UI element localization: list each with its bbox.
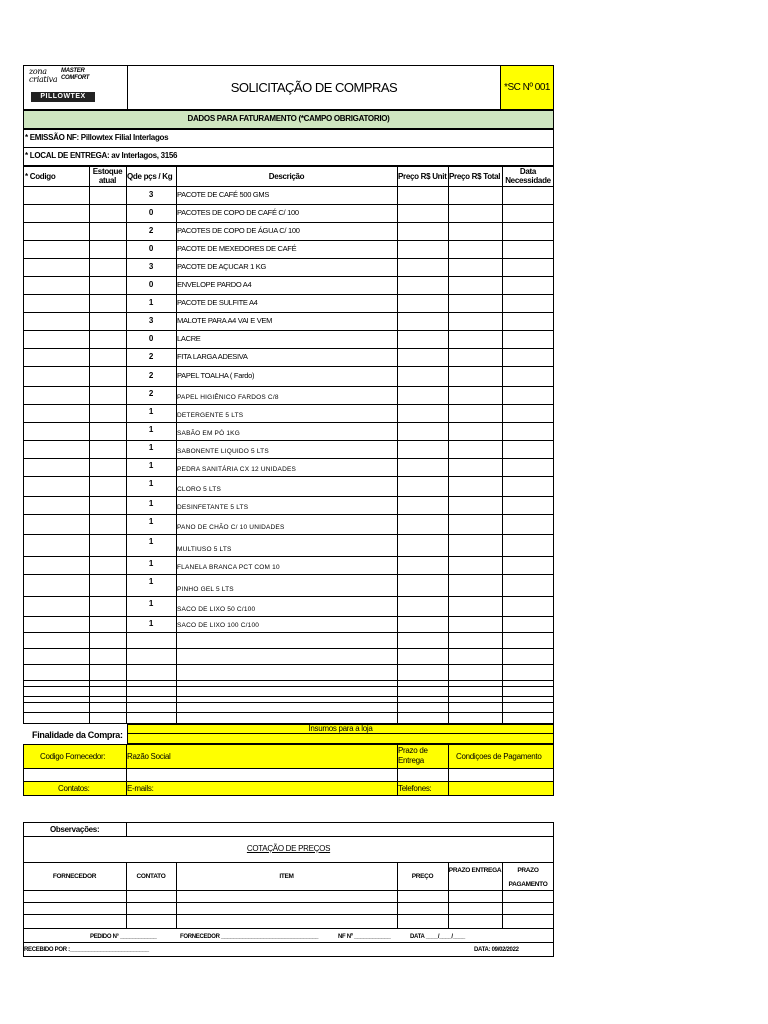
observacoes-label: Observações:	[50, 825, 100, 834]
item-description: PACOTES DE COPO DE CAFÉ C/ 100	[177, 208, 299, 217]
item-qty: 3	[148, 316, 154, 325]
q-fornecedor: FORNECEDOR	[52, 873, 97, 880]
col-descricao: Descrição	[268, 172, 305, 181]
item-description: MULTIUSO 5 LTS	[177, 546, 232, 553]
prazo-entrega-label: Prazo de Entrega	[398, 746, 428, 765]
page-title: SOLICITAÇÃO DE COMPRAS	[230, 80, 398, 95]
item-description: PAPEL HIGIÊNICO FARDOS C/8	[177, 394, 279, 401]
contatos-label: Contatos:	[58, 784, 90, 793]
pedido-field: PEDIDO N° ____________	[90, 934, 157, 940]
item-qty: 3	[148, 190, 154, 199]
item-description: SABÃO EM PÓ 1KG	[177, 430, 240, 437]
item-description: PANO DE CHÃO C/ 10 UNIDADES	[177, 524, 285, 531]
item-description: ENVELOPE PARDO A4	[177, 280, 252, 289]
cotacao-title: COTAÇÃO DE PREÇOS	[246, 844, 331, 853]
item-qty: 0	[148, 334, 154, 343]
item-description: PACOTE DE SULFITE A4	[177, 298, 258, 307]
item-qty: 0	[148, 280, 154, 289]
item-qty: 1	[148, 559, 154, 568]
col-qtde: Qde pçs / Kg	[127, 172, 173, 181]
item-description: PACOTE DE CAFÉ 500 GMS	[177, 190, 270, 199]
item-qty: 0	[148, 244, 154, 253]
q-contato: CONTATO	[136, 873, 166, 880]
item-qty: 1	[148, 599, 154, 608]
col-data: Data Necessidade	[505, 167, 551, 185]
item-description: DESINFETANTE 5 LTS	[177, 504, 249, 511]
item-description: PEDRA SANITÁRIA CX 12 UNIDADES	[177, 466, 297, 473]
item-description: PAPEL TOALHA ( Fardo)	[177, 371, 255, 380]
q-preco: PREÇO	[411, 873, 434, 880]
data-field: DATA ____/____/____	[410, 934, 465, 940]
company-logo	[27, 68, 123, 106]
item-qty: 1	[148, 407, 154, 416]
emails-label: E-mails:	[127, 784, 154, 793]
item-description: SABONENTE LIQUIDO 5 LTS	[177, 448, 269, 455]
contacts-row	[23, 781, 554, 796]
logo-zona-criativa: zona criativa	[29, 67, 58, 84]
item-qty: 0	[148, 208, 154, 217]
supplier-blank-row	[23, 768, 554, 782]
item-qty: 1	[148, 499, 154, 508]
telefones-label: Telefones:	[398, 784, 432, 793]
item-description: CLORO 5 LTS	[177, 486, 221, 493]
item-description: LACRE	[177, 334, 201, 343]
item-qty: 1	[148, 517, 154, 526]
item-qty: 1	[148, 619, 154, 628]
item-qty: 1	[148, 298, 154, 307]
item-qty: 2	[148, 389, 154, 398]
item-qty: 1	[148, 537, 154, 546]
nf-field: NF Nº ____________	[338, 934, 391, 940]
item-qty: 2	[148, 352, 154, 361]
item-qty: 1	[148, 461, 154, 470]
recebido-por: RECEBIDO POR :__________________________	[24, 947, 149, 953]
item-description: FITA LARGA ADESIVA	[177, 352, 248, 361]
item-description: MALOTE PARA A4 VAI E VEM	[177, 316, 273, 325]
item-description: PACOTE DE AÇUCAR 1 KG	[177, 262, 266, 271]
razao-social-label: Razão Social	[127, 752, 171, 761]
q-prazo-entrega: PRAZO ENTREGA	[448, 867, 502, 874]
item-qty: 1	[148, 425, 154, 434]
codigo-fornecedor-label: Codigo Fornecedor:	[40, 752, 106, 761]
q-item: ITEM	[279, 873, 294, 880]
col-preco-unit: Preço R$ Unit	[398, 172, 447, 181]
logo-pillowtex	[31, 92, 95, 102]
item-description: PACOTES DE COPO DE ÁGUA C/ 100	[177, 226, 300, 235]
logo-pillowtex-text: PILLOWTEX	[40, 93, 86, 100]
col-estoque: Estoque atual	[92, 167, 123, 185]
q-prazo-pagamento: PRAZO PAGAMENTO	[508, 867, 548, 888]
item-qty: 1	[148, 443, 154, 452]
condicoes-pagamento-label: Condiçoes de Pagamento	[456, 752, 542, 761]
col-preco-total: Preço R$ Total	[449, 172, 501, 181]
item-qty: 1	[148, 577, 154, 586]
item-description: PACOTE DE MEXEDORES DE CAFÉ	[177, 244, 297, 253]
logo-master-comfort: MASTER COMFORT	[61, 68, 90, 81]
purpose-label: Finalidade da Compra:	[32, 730, 123, 740]
local-entrega: * LOCAL DE ENTREGA: av Interlagos, 3156	[25, 151, 178, 160]
item-description: FLANELA BRANCA PCT COM 10	[177, 564, 280, 571]
item-qty: 1	[148, 479, 154, 488]
sc-number: *SC Nº 001	[504, 82, 550, 93]
item-qty: 3	[148, 262, 154, 271]
item-description: DETERGENTE 5 LTS	[177, 412, 244, 419]
item-description: SACO DE LIXO 50 C/100	[177, 606, 256, 613]
emissao-nf: * EMISSÃO NF: Pillowtex Filial Interlagos	[25, 133, 169, 142]
billing-banner-text: DADOS PARA FATURAMENTO (*CAMPO OBRIGATORIO)	[187, 114, 390, 123]
item-description: SACO DE LIXO 100 C/100	[177, 622, 260, 629]
data-final: DATA: 09/02/2022	[474, 947, 519, 953]
col-codigo: * Codigo	[25, 172, 56, 181]
item-qty: 2	[148, 226, 154, 235]
purpose-value: Insumos para a loja	[308, 724, 373, 733]
fornecedor-field: FORNECEDOR ________________________________	[180, 934, 319, 940]
item-qty: 2	[148, 371, 154, 380]
item-description: PINHO GEL 5 LTS	[177, 586, 234, 593]
